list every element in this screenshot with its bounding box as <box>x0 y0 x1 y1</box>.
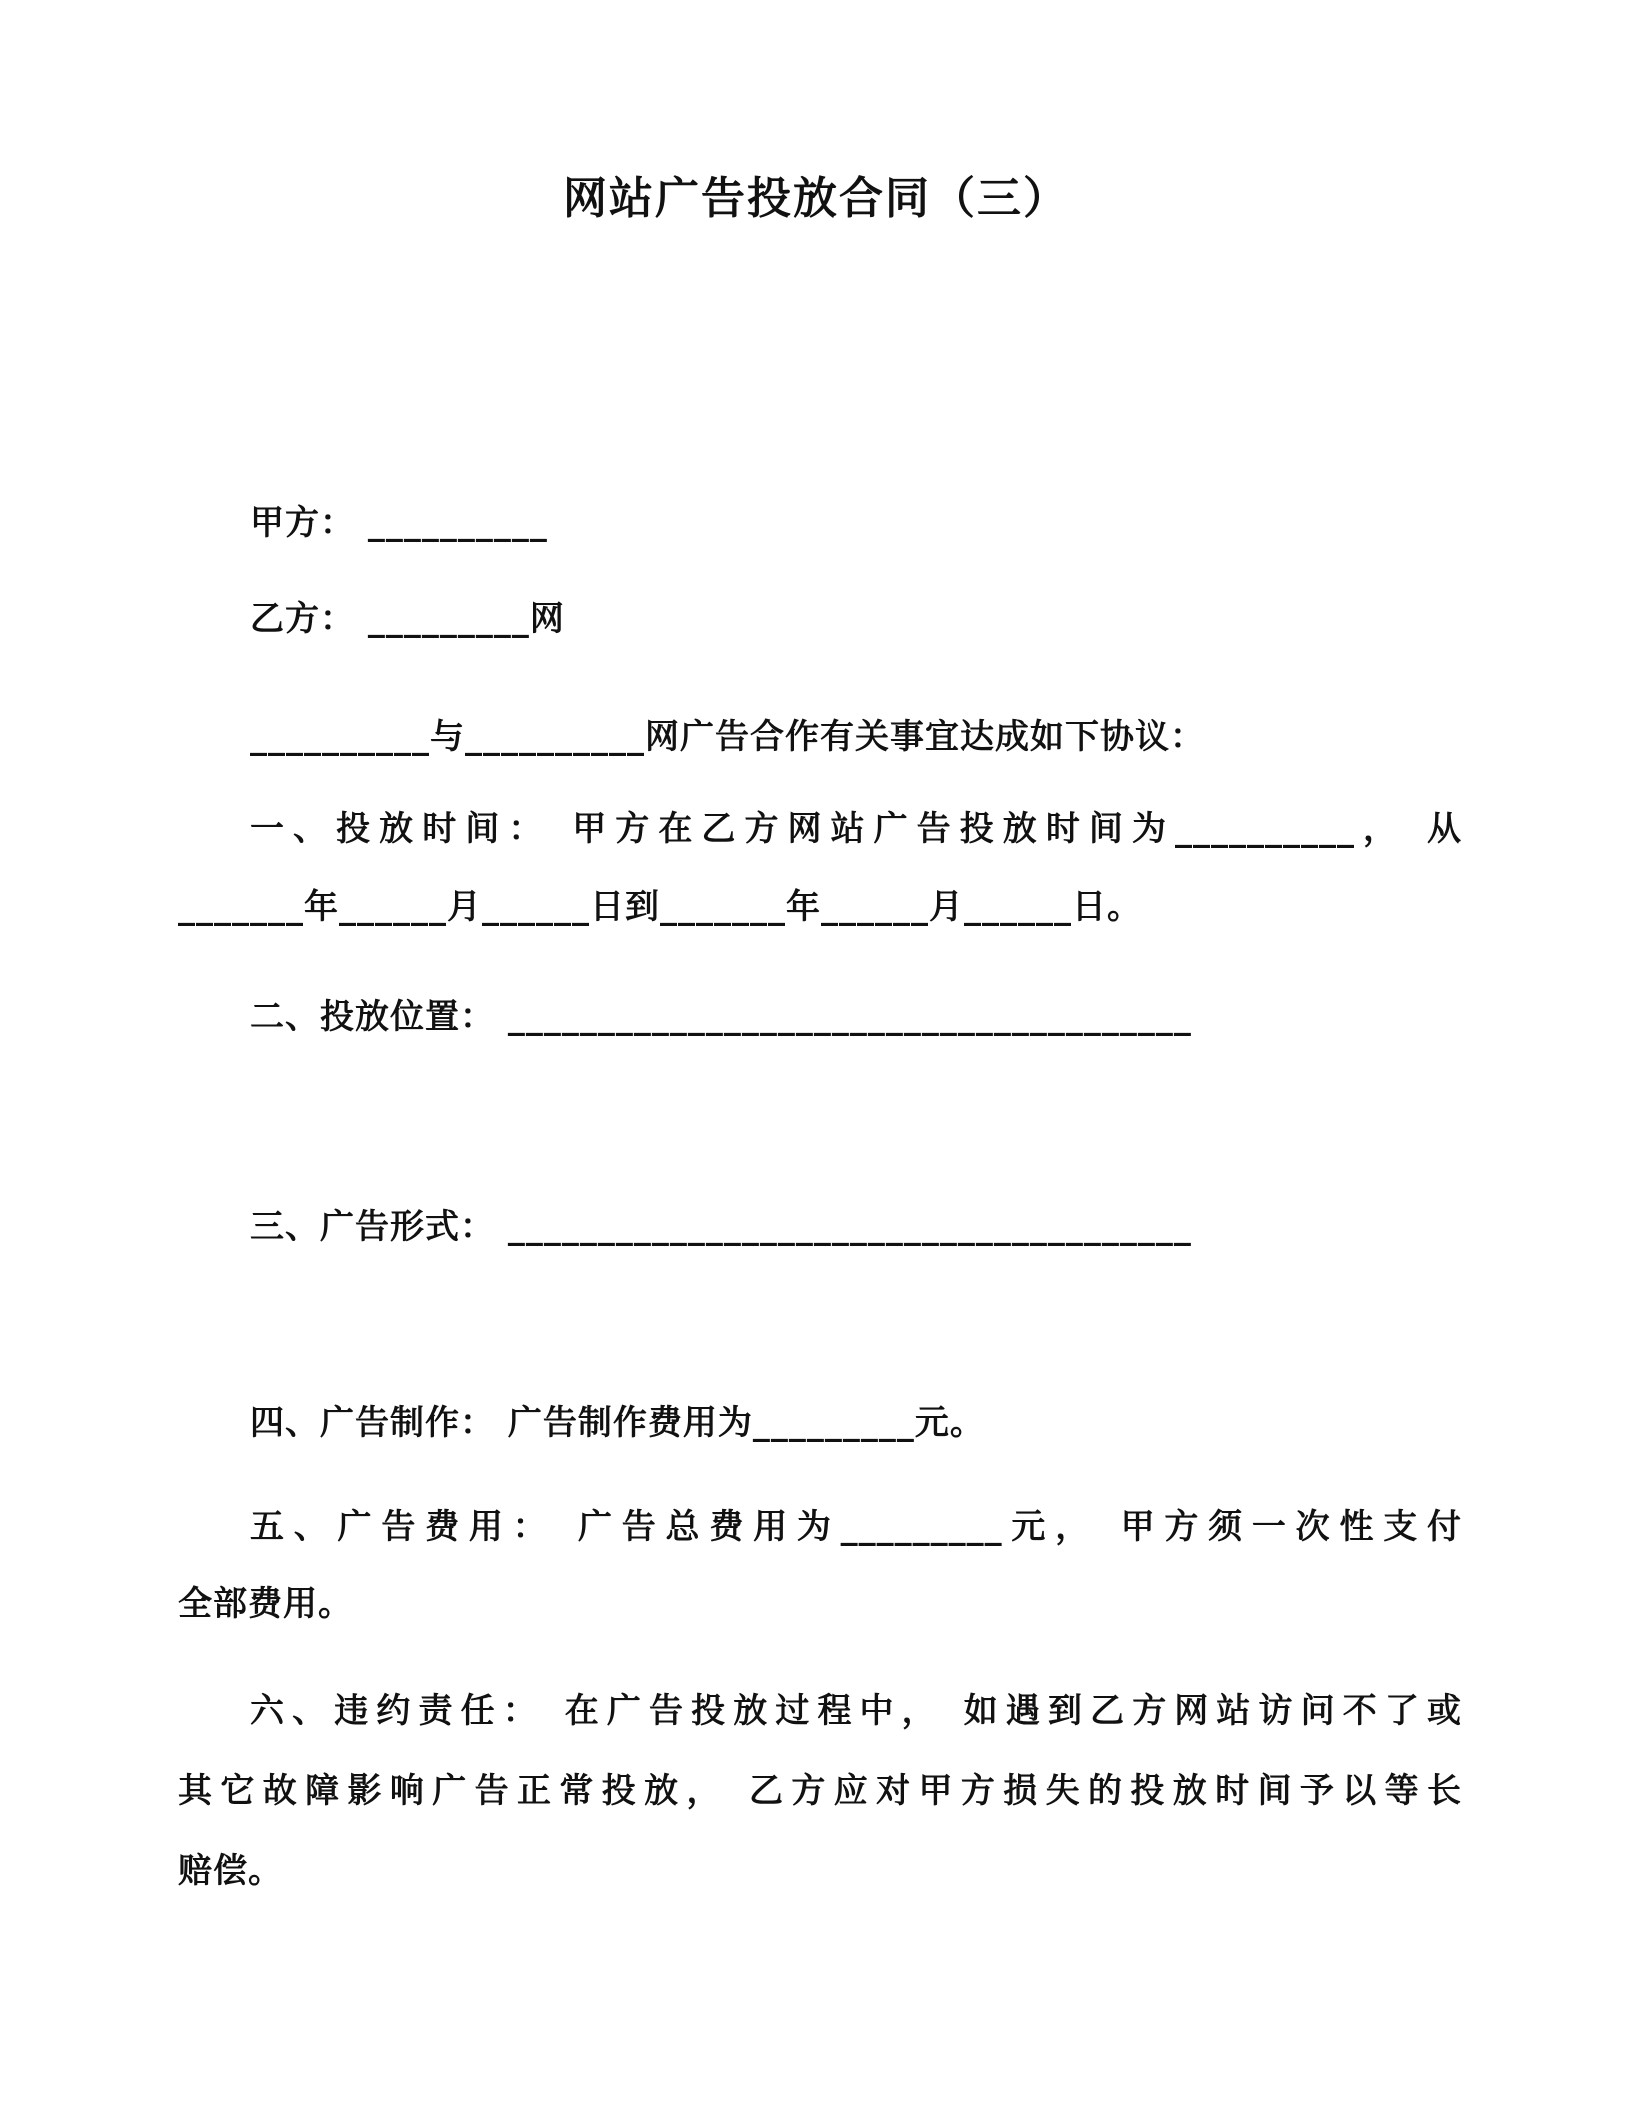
line-clause6-breach-liability: 六、违约责任： 在广告投放过程中， 如遇到乙方网站访问不了或 <box>250 1691 1462 1731</box>
document-body <box>178 500 1462 1894</box>
line-clause3-ad-format: 三、广告形式： ______________________________________ <box>250 1207 1192 1247</box>
line-clause5-continuation: 全部费用。 <box>178 1584 353 1624</box>
line-party-b: 乙方： _________网 <box>250 599 565 639</box>
line-party-a: 甲方： __________ <box>250 503 548 543</box>
line-clause1-placement-time: 一、投放时间： 甲方在乙方网站广告投放时间为__________， 从 <box>250 809 1462 849</box>
line-preamble: __________与__________网广告合作有关事宜达成如下协议： <box>250 717 1205 757</box>
line-clause6-compensation: 赔偿。 <box>178 1851 283 1891</box>
document-title: 网站广告投放合同（三） <box>563 173 1069 224</box>
line-clause5-ad-fees: 五、广告费用： 广告总费用为_________元， 甲方须一次性支付 <box>250 1507 1462 1547</box>
line-clause1-dates: _______年______月______日到_______年______月______日。 <box>178 887 1142 927</box>
line-clause2-placement-position: 二、投放位置： ______________________________________ <box>250 997 1192 1037</box>
line-clause6-continuation: 其它故障影响广告正常投放， 乙方应对甲方损失的投放时间予以等长 <box>178 1771 1462 1811</box>
line-clause4-ad-production: 四、广告制作： 广告制作费用为_________元。 <box>250 1403 985 1443</box>
